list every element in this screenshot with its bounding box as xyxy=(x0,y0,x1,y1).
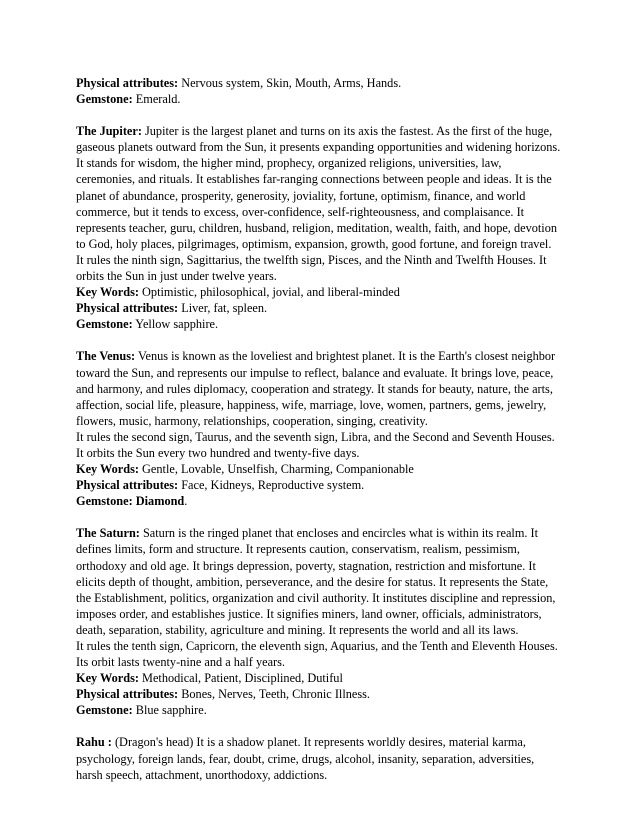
physical-attributes-text: Liver, fat, spleen. xyxy=(178,301,268,316)
physical-attributes-line xyxy=(76,75,562,91)
saturn-description xyxy=(76,525,562,638)
intro-section xyxy=(76,75,562,107)
venus-keywords-line xyxy=(76,461,562,477)
saturn-rules: It rules the tenth sign, Capricorn, the eleventh sign, Aquarius, and the Tenth and Eleventh Houses. Its orbit lasts twenty-nine and a half years. xyxy=(76,639,558,670)
venus-description-text: Venus is known as the loveliest and brightest planet. It is the Earth's closest neighbor toward the Sun, and represents our impulse to reflect, balance and evaluate. It brings love, peace, and harmony, and rules diplomacy, cooperation and strategy. It stands for beauty, nature, the arts, affection, social life, pleasure, happiness, wife, marriage, love, women, partners, gems, jewelry, flowers, music, harmony, relationships, cooperation, singing, creativity. xyxy=(76,349,556,428)
rahu-title: Rahu : xyxy=(76,735,112,750)
gemstone-text: Blue sapphire. xyxy=(132,703,207,718)
jupiter-keywords-line xyxy=(76,284,562,300)
jupiter-gemstone-line xyxy=(76,316,562,332)
saturn-title: The Saturn: xyxy=(76,526,140,541)
physical-attributes-text: Bones, Nerves, Teeth, Chronic Illness. xyxy=(178,687,370,702)
venus-rules: It rules the second sign, Taurus, and the seventh sign, Libra, and the Second and Seventh Houses. It orbits the Sun every two hundred and twenty-five days. xyxy=(76,429,555,460)
gemstone-label: Gemstone: xyxy=(76,317,133,332)
physical-attributes-text: Face, Kidneys, Reproductive system. xyxy=(178,478,365,493)
physical-attributes-label: Physical attributes: xyxy=(76,76,179,90)
gemstone-text: Yellow sapphire. xyxy=(132,317,219,332)
saturn-keywords-line xyxy=(76,670,562,686)
keywords-label: Key Words: xyxy=(76,462,139,477)
gemstone-label: Gemstone: xyxy=(76,92,133,107)
gemstone-label: Gemstone: xyxy=(76,703,133,718)
keywords-text: Optimistic, philosophical, jovial, and liberal-minded xyxy=(138,285,400,300)
gemstone-label: Gemstone: Diamond xyxy=(76,494,185,509)
gemstone-text: Emerald. xyxy=(132,92,181,107)
rahu-description-text: (Dragon's head) It is a shadow planet. It represents worldly desires, material karma, psychology, foreign lands, fear, doubt, crime, drugs, alcohol, insanity, separation, adversities, harsh speech, attachment, unorthodoxy, addictions. xyxy=(76,735,535,782)
venus-section xyxy=(76,348,562,509)
jupiter-description-text: Jupiter is the largest planet and turns on its axis the fastest. As the first of the huge, gaseous planets outward from the Sun, it presents expanding opportunities and widening horizons. It stands for wisdom, the higher mind, prophecy, organized religions, universities, law, ceremonies, and rituals. It establishes far-ranging connections between people and ideas. It is the planet of abundance, prosperity, generosity, joviality, fortune, optimism, finance, and world commerce, but it tends to excess, over-confidence, self-righteousness, and complaisance. It represents teacher, guru, children, husband, religion, meditation, wealth, faith, and hope, devotion to God, holy places, pilgrimages, optimism, expansion, growth, good fortune, and foreign travel. xyxy=(76,124,561,251)
keywords-text: Methodical, Patient, Disciplined, Dutiful xyxy=(138,671,343,686)
keywords-label: Key Words: xyxy=(76,285,139,300)
physical-attributes-text: Nervous system, Skin, Mouth, Arms, Hands. xyxy=(178,76,402,90)
saturn-physical-line xyxy=(76,686,562,702)
saturn-description-text: Saturn is the ringed planet that encloses and encircles what is within its realm. It defines limits, form and structure. It represents caution, conservatism, realism, pessimism, orthodoxy and old age. It brings depression, poverty, stagnation, restriction and misfortune. It elicits depth of thought, ambition, perseverance, and the desire for status. It represents the State, the Establishment, politics, organization and civil authority. It institutes discipline and repression, imposes order, and establishes justice. It signifies miners, land owner, officials, administrators, death, separation, stability, agriculture and mining. It represents the world and all its laws. xyxy=(76,526,556,637)
venus-gemstone-line xyxy=(76,493,562,509)
saturn-gemstone-line xyxy=(76,702,562,718)
rahu-description xyxy=(76,734,562,782)
physical-attributes-label: Physical attributes: xyxy=(76,687,179,702)
keywords-label: Key Words: xyxy=(76,671,139,686)
jupiter-section xyxy=(76,123,562,332)
gemstone-text: . xyxy=(184,494,188,509)
venus-title: The Venus: xyxy=(76,349,136,364)
jupiter-physical-line xyxy=(76,300,562,316)
gemstone-line xyxy=(76,91,562,107)
venus-description xyxy=(76,348,562,428)
jupiter-description xyxy=(76,123,562,252)
venus-physical-line xyxy=(76,477,562,493)
keywords-text: Gentle, Lovable, Unselfish, Charming, Companionable xyxy=(138,462,414,477)
physical-attributes-label: Physical attributes: xyxy=(76,301,179,316)
jupiter-rules: It rules the ninth sign, Sagittarius, the twelfth sign, Pisces, and the Ninth and Twelfth Houses. It orbits the Sun in just under twelve years. xyxy=(76,252,547,284)
rahu-section xyxy=(76,734,562,782)
physical-attributes-label: Physical attributes: xyxy=(76,478,179,493)
saturn-section xyxy=(76,525,562,718)
jupiter-title: The Jupiter: xyxy=(76,124,142,139)
